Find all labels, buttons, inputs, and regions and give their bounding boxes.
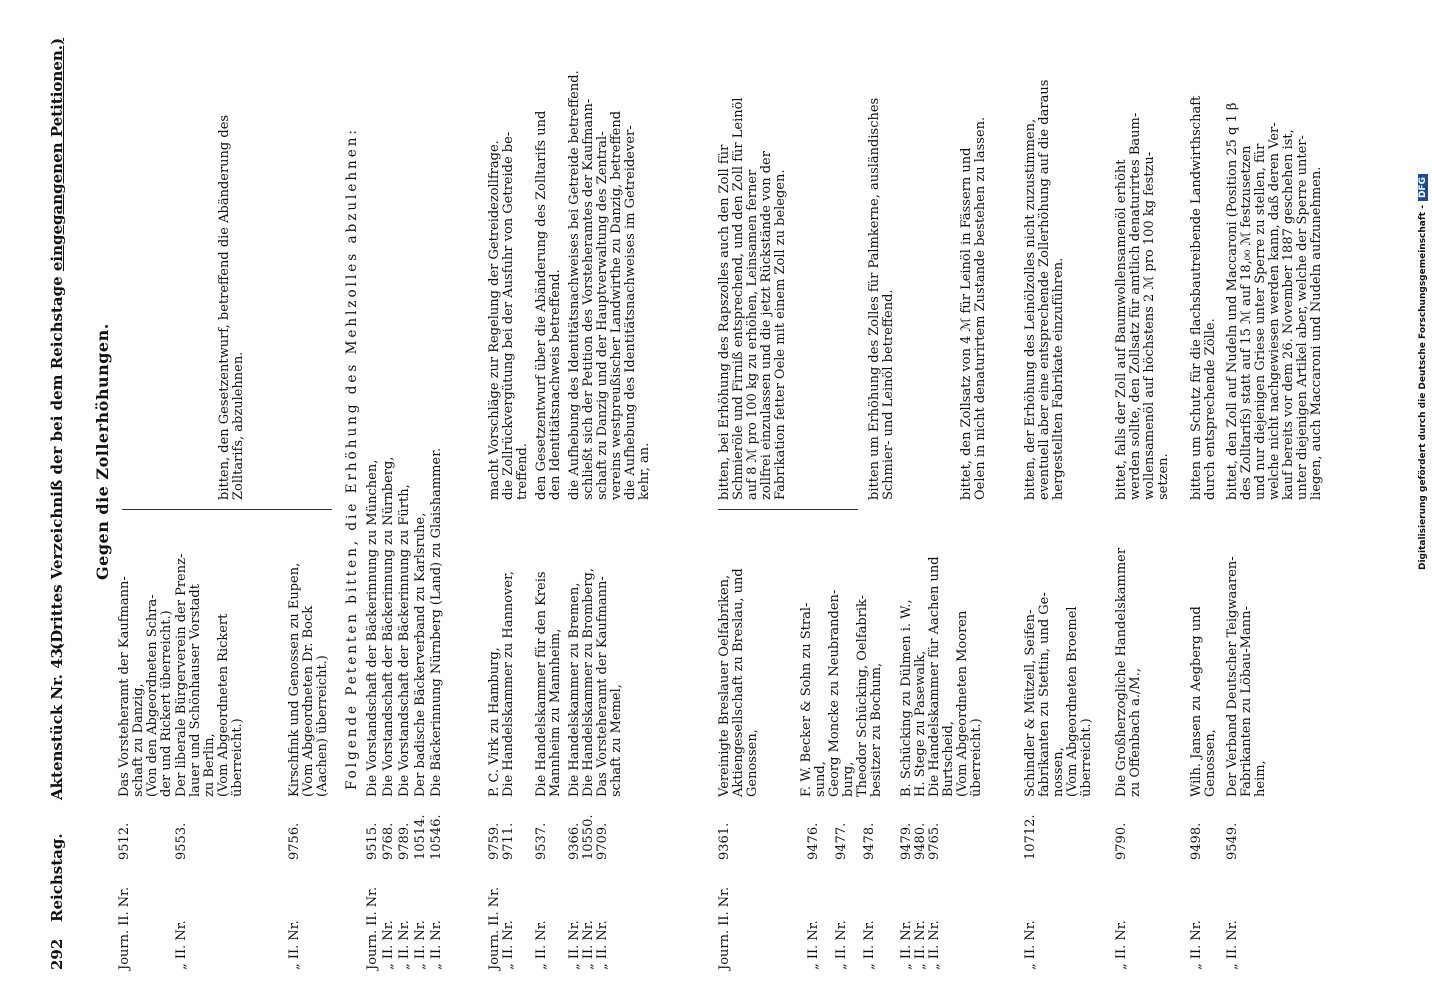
entry-number: 9768. [381, 822, 396, 860]
bracket-line [122, 509, 332, 510]
entry-request: die Aufhebung des Identitätsnachweises bei Getreide betreffend. schließt sich der Petition des Vorsteheramtes der Kaufmann- schaft zu Danzig und der Hauptverwaltung des Zentral- vereins westpreußischer Landwirthe zu Danzig, betreffend die Aufhebung des Identitätsnachweises im Getreidever- kehr, an. [567, 70, 652, 500]
entry-number: 9476. 9477. 9478. [806, 822, 877, 860]
entry-number: 9756. [287, 822, 302, 860]
entry-request: bitten, bei Erhöhung des Rapszolles auch den Zoll für Schmieröle und Firniß entsprechend, und den Zoll für Leinöl auf 8 ℳ pro 100 kg zu erhöhen, Leinsamen ferner zollfrei einzulassen und die jetzt Rückstände von der Fabrikation fetter Oele mit einem Zoll zu belegen. [717, 97, 788, 500]
entry-number: 9479. 9480. 9765. [899, 822, 942, 860]
entry-request: bitten um Schutz für die flachsbautreibende Landwirthschaft durch entsprechende Zölle. [1189, 95, 1218, 500]
entry-prefix: Journ. II. Nr. [117, 886, 132, 970]
entry-prefix: „ II. Nr. [413, 920, 428, 970]
entry-number: 10712. [1023, 814, 1038, 860]
document-number: Aktenstück Nr. 43. [48, 642, 66, 800]
entry-number: 9498. [1189, 822, 1204, 860]
digitization-credit: Digitalisierung gefördert durch die Deutsche Forschungsgemeinschaft -DFG [1418, 174, 1428, 570]
entry-prefix: „ II. Nr. „ II. Nr. „ II. Nr. [899, 920, 942, 970]
entry-number: 9512. [117, 822, 132, 860]
entry-request: bitten um Erhöhung des Zolles für Palmkerne, ausländisches Schmier- und Leinöl betreffend. [867, 97, 896, 500]
entry-prefix: „ II. Nr. [1189, 920, 1204, 970]
entry-prefix: „ II. Nr. [429, 920, 444, 970]
entry-petitioner: P. C. Virk zu Hamburg, Die Handelskammer zu Hannover, [487, 570, 516, 797]
entry-petitioner: Die Großherzogliche Handelskammer zu Offenbach a./M., [1114, 547, 1143, 797]
entry-petitioner: Schindler & Mützell, Seifen- fabrikanten zu Stettin, und Ge- nossen, (Vom Abgeordneten Broemel überreicht.) [1023, 592, 1094, 797]
dfg-logo: DFG [1418, 174, 1428, 201]
entry-petitioner: Die Handelskammer für den Kreis Mannheim zu Mannheim, [534, 571, 563, 797]
entry-number: 9366. 10550. 9709. [567, 814, 610, 860]
entry-number: 9515. [365, 822, 380, 860]
entry-number: 9790. [1114, 822, 1129, 860]
bracket-line [718, 509, 858, 510]
entry-prefix: „ II. Nr. „ II. Nr. „ II. Nr. [567, 920, 610, 970]
entry-number: 10514. [413, 814, 428, 860]
entry-prefix: „ II. Nr. [174, 920, 189, 970]
entry-text: Der badische Bäckerverband zu Karlsruhe, [413, 512, 428, 797]
entry-number: 9759. 9711. [487, 822, 516, 860]
entry-request: bitten, der Erhöhung des Leinölzolles nicht zuzustimmen, eventuell aber eine entsprechende Zollerhöhung auf die daraus hergestellten Fabrikate einzuführen. [1023, 79, 1066, 500]
entry-petitioner: Vereinigte Breslauer Oelfabriken, Aktiengesellschaft zu Breslau, und Genossen, [717, 568, 760, 797]
entry-prefix: „ II. Nr. [1114, 920, 1129, 970]
entry-prefix: „ II. Nr. [287, 920, 302, 970]
document-title: (Drittes Verzeichniß der bei dem Reichstage eingegangenen Petitionen.) [48, 37, 66, 650]
entry-petitioner: Wilh. Jansen zu Aegberg und Genossen, [1189, 606, 1218, 797]
entry-request: den Gesetzentwurf über die Abänderung des Zolltarifs und den Identitätsnachweis betreffend. [534, 110, 563, 500]
entry-petitioner: F. W. Becker & Sohn zu Stral- sund, Georg Moncke zu Neubranden- burg, Theodor Schücking, Oelfabrik- besitzer zu Bochum, [799, 589, 884, 797]
entry-prefix: „ II. Nr. [1023, 920, 1038, 970]
section-title-mehlzoll: Folgende Petenten bitten, die Erhöhung des Mehlzolles abzulehnen: [344, 127, 360, 790]
entry-number: 9537. [534, 822, 549, 860]
entry-number: 10546. [429, 814, 444, 860]
entry-request: bittet, den Zollsatz von 4 ℳ für Leinöl in Fässern und Oelen in nicht denaturirtem Zustande bestehen zu lassen. [959, 116, 988, 500]
entry-number: 9553. [174, 822, 189, 860]
entry-petitioner: Der liberale Bürgerverein der Prenz- lauer und Schönhauser Vorstadt zu Berlin, (Vom Abgeordneten Rickert überreicht.) [174, 553, 245, 797]
entry-prefix: „ II. Nr. [1225, 920, 1240, 970]
entry-prefix: „ II. Nr. [534, 920, 549, 970]
entry-prefix: Journ. II. Nr. [365, 886, 380, 970]
entry-petitioner: Das Vorsteheramt der Kaufmann- schaft zu Danzig, (Von den Abgeordneten Schra- der und Rickert überreicht.) [117, 576, 174, 797]
entry-prefix: Journ. II. Nr. „ II. Nr. [487, 886, 516, 970]
entry-text: Die Bäckerinnung Nürnberg (Land) zu Glaishammer. [429, 447, 444, 797]
entry-request: bitten, den Gesetzentwurf, betreffend die Abänderung des Zolltarifs, abzulehnen. [217, 114, 246, 500]
entry-prefix: „ II. Nr. „ II. Nr. „ II. Nr. [806, 920, 877, 970]
entry-prefix: „ II. Nr. [381, 920, 396, 970]
entry-petitioner: B. Schücking zu Dülmen i. W., H. Stege zu Pasewalk, Die Handelskammer für Aachen und Burtscheid, (Vom Abgeordneten Mooren überreicht.) [899, 556, 984, 797]
page-number: 292 [48, 938, 66, 970]
entry-text: Die Vorstandschaft der Bäckerinnung zu Nürnberg, [381, 456, 396, 797]
entry-petitioner: Die Handelskammer zu Bremen, Die Handelskammer zu Bromberg, Das Vorsteheramt der Kaufmann- schaft zu Memel, [567, 568, 624, 797]
entry-text: Die Vorstandschaft der Bäckerinnung zu Fürth, [397, 484, 412, 797]
entry-prefix: „ II. Nr. [397, 920, 412, 970]
entry-prefix: Journ. II. Nr. [717, 886, 732, 970]
section-label: Reichstag. [48, 833, 66, 922]
entry-request: macht Vorschläge zur Regelung der Getreidezollfrage. die Zollrückvergütung bei der Ausfuhr von Getreide be- treffend. [487, 131, 530, 500]
entry-number: 9549. [1225, 822, 1240, 860]
entry-text: Die Vorstandschaft der Bäckerinnung zu München, [365, 459, 380, 797]
entry-petitioner: Der Verband Deutscher Teigwaaren- Fabrikanten zu Löbau-Mann- heim, [1225, 556, 1268, 797]
entry-number: 9789. [397, 822, 412, 860]
entry-request: bittet, den Zoll auf Nudeln und Maccaroni (Position 25 q 1 β des Zolltarifs) statt auf 15 ℳ auf 18,₀₀ ℳ festzusetzen und nur diejenigen Griese unter Sperre zu stellen, für welche nicht nachgewiesen werden kann, daß deren Ver- kauf bereits vor dem 26. November 1887 geschehen ist, unter diejenigen Artikel aber, welche der Sperre unter- liegen, auch Maccaroni und Nudeln aufzunehmen. [1225, 102, 1324, 500]
entry-petitioner: Kirschfink und Genossen zu Eupen, (Vom Abgeordneten Dr. Bock (Aachen) überreicht.) [287, 562, 330, 797]
entry-number: 9361. [717, 822, 732, 860]
entry-request: bittet, falls der Zoll auf Baumwollensamenöl erhöht werden sollte, den Zollsatz für amtlich denaturirtes Baum- wollensamenöl auf höchstens 2 ℳ pro 100 kg festzu- setzen. [1114, 112, 1171, 500]
section-title-zollerhoehungen: Gegen die Zollerhöhungen. [93, 323, 112, 580]
